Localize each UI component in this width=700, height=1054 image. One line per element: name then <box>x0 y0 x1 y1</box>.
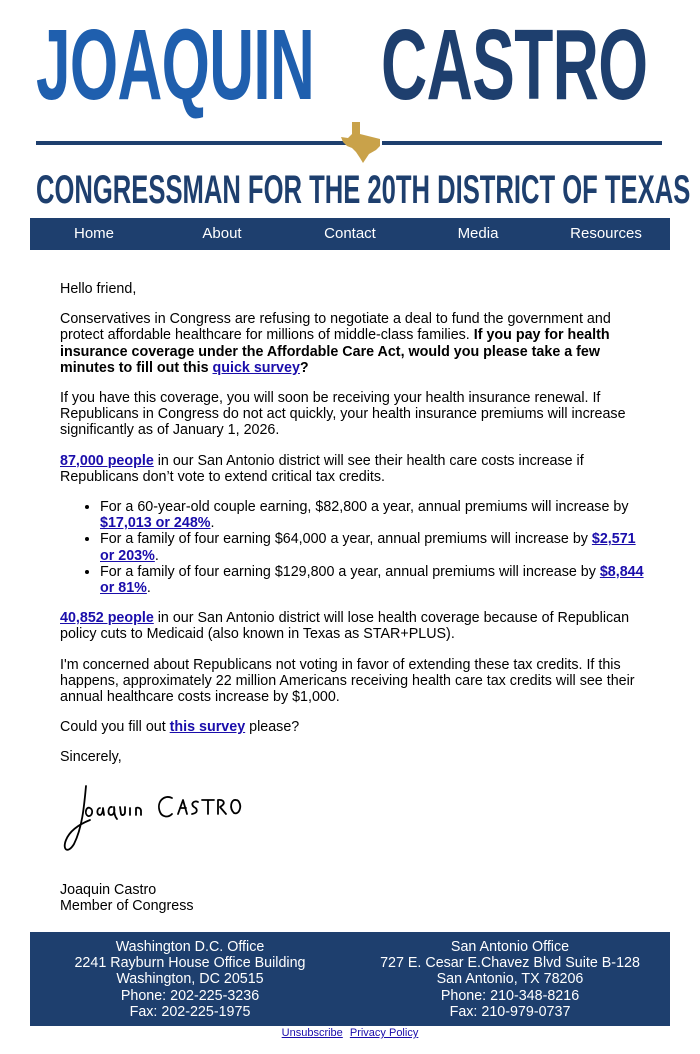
congressman-name-logo <box>36 6 666 124</box>
premium-link-couple[interactable]: $17,013 or 248% <box>100 515 211 532</box>
bullet-end: . <box>210 515 215 532</box>
logo-divider-right <box>382 141 662 145</box>
legal-links <box>0 1027 700 1039</box>
sa-office-fax: Fax: 210-979-0737 <box>449 1003 571 1020</box>
closing: Sincerely, <box>60 749 122 766</box>
premium-link-family-129k[interactable]: $8,844 or 81% <box>100 563 644 597</box>
dc-office <box>30 932 350 1026</box>
district-costs-text: in our San Antonio district will see their health care costs increase if Republicans don’t vote to extend critical tax credits. <box>60 452 584 485</box>
main-nav <box>30 218 670 250</box>
87000-people-link[interactable]: 87,000 people <box>60 452 154 469</box>
intro-text: Conservatives in Congress are refusing to negotiate a deal to fund the government and protect affordable healthcare for millions of middle-class families. <box>60 311 611 344</box>
logo-subtitle <box>36 168 691 212</box>
quick-survey-link[interactable]: quick survey <box>212 359 300 376</box>
paragraph-medicaid <box>60 610 650 642</box>
list-item <box>100 531 650 563</box>
texas-state-icon <box>338 120 384 164</box>
premium-link-family-64k[interactable]: $2,571 or 203% <box>100 531 636 564</box>
unsubscribe-link[interactable]: Unsubscribe <box>281 1027 343 1039</box>
nav-media[interactable]: Media <box>457 225 499 242</box>
logo-divider-left <box>36 141 346 145</box>
40852-people-link[interactable]: 40,852 people <box>60 610 154 627</box>
dc-office-address1: 2241 Rayburn House Office Building <box>74 955 306 972</box>
this-survey-link[interactable]: this survey <box>169 719 246 736</box>
sa-office-title: San Antonio Office <box>450 939 570 955</box>
greeting: Hello friend, <box>60 281 137 297</box>
bullet-end: . <box>154 547 159 564</box>
sa-office <box>350 932 670 1026</box>
paragraph-intro <box>60 311 650 376</box>
dc-office-address2: Washington, DC 20515 <box>116 971 264 988</box>
logo-first-name: JOAQUIN <box>36 9 315 121</box>
sa-office-phone: Phone: 210-348-8216 <box>440 987 580 1004</box>
bullet-end: . <box>146 580 151 597</box>
dc-office-fax: Fax: 202-225-1975 <box>129 1003 251 1020</box>
dc-office-title: Washington D.C. Office <box>115 939 265 955</box>
nav-about[interactable]: About <box>202 225 242 242</box>
signer-title: Member of Congress <box>60 897 194 914</box>
bullet-text: For a family of four earning $64,000 a year, annual premiums will increase by <box>100 531 592 548</box>
premium-increase-list <box>60 499 650 596</box>
intro-bold-text: If you pay for health insurance coverage under the Affordable Care Act, would you please take a few minutes to fill out this <box>60 327 610 376</box>
sa-office-address2: San Antonio, TX 78206 <box>436 971 584 988</box>
paragraph-renewal: If you have this coverage, you will soon be receiving your health insurance renewal. If Republicans in Congress do not act quickly, your health insurance premiums will increase significantly as of January 1, 2026. <box>60 390 626 439</box>
subtitle-text: CONGRESSMAN FOR THE 20TH DISTRICT OF TEXAS <box>36 168 691 212</box>
nav-home[interactable]: Home <box>73 225 114 242</box>
survey-ask-end: please? <box>245 719 300 736</box>
bullet-text: For a family of four earning $129,800 a year, annual premiums will increase by <box>100 563 600 580</box>
paragraph-district-costs <box>60 453 650 485</box>
dc-office-phone: Phone: 202-225-3236 <box>120 987 260 1004</box>
medicaid-text: in our San Antonio district will lose health coverage because of Republican policy cuts to Medicaid (also known in Texas as STAR+PLUS). <box>60 610 630 643</box>
paragraph-survey-ask <box>60 719 650 735</box>
paragraph-concern: I'm concerned about Republicans not voting in favor of extending these tax credits. If this happens, approximately 22 million Americans receiving health care tax credits will see their annual healthcare costs increase by $1,000. <box>60 656 635 706</box>
list-item <box>100 499 650 531</box>
letter-body <box>60 281 650 914</box>
masthead <box>30 0 691 218</box>
nav-resources[interactable]: Resources <box>570 225 642 242</box>
privacy-policy-link[interactable]: Privacy Policy <box>349 1027 419 1039</box>
sa-office-address1: 727 E. Cesar E.Chavez Blvd Suite B-128 <box>380 955 640 972</box>
survey-ask-text: Could you fill out <box>60 719 170 736</box>
intro-end: ? <box>299 359 309 376</box>
handwritten-signature <box>60 778 260 858</box>
nav-contact[interactable]: Contact <box>324 225 376 242</box>
signer-name: Joaquin Castro <box>60 881 157 898</box>
office-footer <box>30 932 670 1026</box>
list-item <box>100 564 650 596</box>
logo-last-name: CASTRO <box>381 9 648 121</box>
bullet-text: For a 60-year-old couple earning, $82,800 a year, annual premiums will increase by <box>100 499 629 516</box>
